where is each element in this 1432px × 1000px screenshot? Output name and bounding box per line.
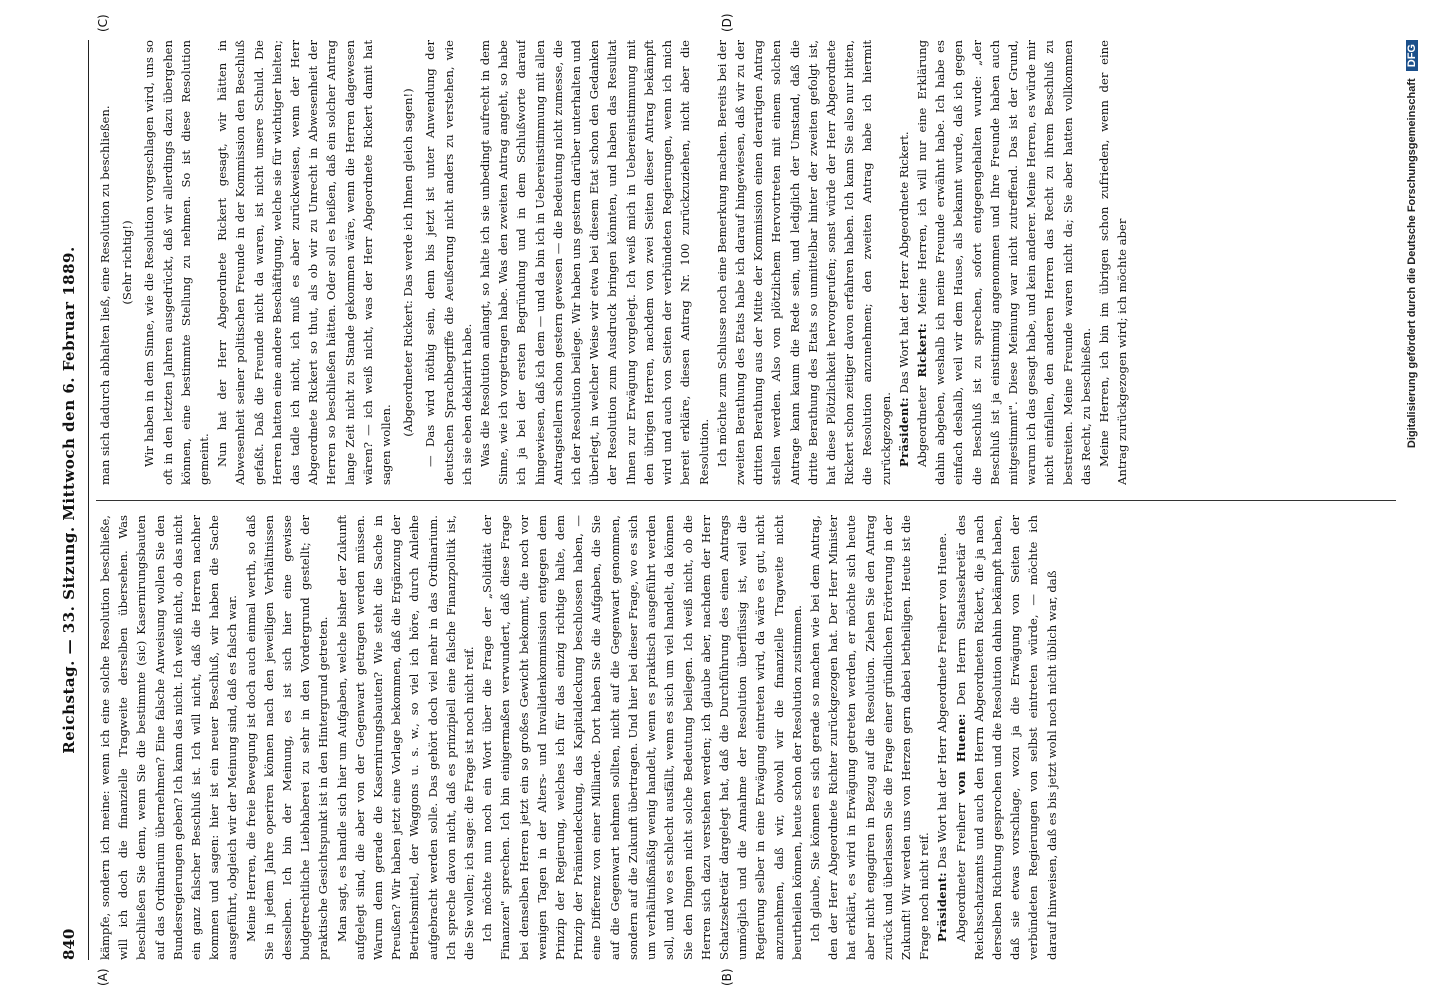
dfg-logo: DFG [1406, 40, 1418, 71]
body-paragraph: Ich möchte zum Schlusse noch eine Bemerkung machen. Bereits bei der zweiten Berathung des Etats habe ich darauf hingewiesen, daß wir zu der dritten Berathung aus der Mitte der Kommission einen derartigen Antrag stellen werden. Also von plötzlichem Hervortreten mit einem solchen Antrage kann kaum die Rede sein, und lediglich der Umstand, daß die dritte Berathung des Etats so unmittelbar hinter der zweiten gefolgt ist, hat diese Plötzlichkeit hervorgerufen; sonst würde der Herr Abgeordnete Rickert schon zeitiger davon erfahren haben. Ich kann Sie also nur bitten, die Resolution anzunehmen; den zweiten Antrag habe ich hiermit zurückgezogen. [714, 40, 893, 485]
speaker-name: von Huene: [953, 713, 968, 795]
speaker-title: Abgeordneter [914, 377, 929, 467]
right-column [96, 40, 1406, 485]
interjection: (Sehr richtig!) [120, 220, 135, 305]
body-paragraph: Meine Herren, die freie Bewegung ist doch auch einmal werth, so daß Sie in jedem Jahre operiren können nach den jeweiligen Verhältnissen desselben. Ich bin der Meinung, es ist sich hier eine gewisse budgetrechtliche Liebhaberei zu sehr in den Vordergrund gestellt; der praktische Gesichtspunkt ist in den Hintergrund getreten. [243, 515, 331, 960]
speaker-name: Präsident: [896, 397, 911, 467]
margin-marker-c: (C) [96, 14, 110, 32]
body-paragraph: Wir haben in dem Sinne, wie die Resolution vorgeschlagen wird, uns so oft in den letzten Jahren ausgedrückt, daß wir allerdings dazu übergehen können, eine bestimmte Stellung zu nehmen. So ist diese Resolution gemeint. [142, 40, 212, 485]
speaker-paragraph [933, 515, 951, 960]
header-rule [88, 40, 89, 960]
margin-marker-d: (D) [720, 13, 734, 32]
page-header [56, 40, 86, 960]
interjection: (Abgeordneter Rickert: Das werde ich Ihnen gleich sagen!) [401, 88, 416, 437]
column-divider [96, 500, 1396, 501]
body-paragraph: Was die Resolution anlangt, so halte ich sie unbedingt aufrecht in dem Sinne, wie ich vorgetragen habe. Was den zweiten Antrag angeht, so habe ich ja bei der ersten Begründung und in dem Schlußworte darauf hingewiesen, daß ich dem — und da bin ich in Uebereinstimmung mit allen Antragstellern schon gestern gewesen — die Bedeutung nicht zumesse, die ich der Resolution beilege. Wir haben uns gestern darüber unterhalten und überlegt, in welcher Weise wir etwa bei diesem Etat schon den Gedanken der Resolution zum Ausdruck bringen könnten, und haben das Resultat Ihnen zur Erwägung vorgelegt. Ich weiß mich in Uebereinstimmung mit den übrigen Herren, nachdem von zwei Seiten dieser Antrag bekämpft wird und auch von Seiten der verbündeten Regierungen, wenn ich mich bereit erkläre, diesen Antrag Nr. 100 zurückzuziehen, nicht aber die Resolution. [478, 40, 711, 485]
speaker-title: Abgeordneter Freiherr [953, 794, 968, 942]
left-column [96, 515, 1406, 960]
speaker-paragraph [952, 515, 1061, 960]
speaker-paragraph [913, 40, 1095, 485]
body-paragraph: man sich dadurch abhalten ließ, eine Resolution zu beschließen. [98, 105, 112, 485]
speaker-name: Präsident: [935, 872, 950, 942]
speech-text: Das Wort hat der Herr Abgeordnete Rickert. [896, 131, 911, 394]
body-paragraph: kämpfe, sondern ich meine: wenn ich eine solche Resolution beschließe, will ich doch die finanzielle Tragweite derselben übersehen. Was beschließen Sie denn, wenn Sie die bestimmte (sic) Kasernirungsbauten auf das Ordinarium übernehmen? Eine falsche Anweisung wollen Sie den Bundesregierungen geben? Ich kann das nicht. Ich weiß nicht, ob das nicht ein ganz falscher Beschluß ist. Ich will nicht, daß die Herren nachher kommen und sagen: hier ist ein neuer Beschluß, wir haben die Sache ausgeführt, obgleich wir der Meinung sind, daß es falsch war. [98, 515, 240, 960]
speech-text: Den Herrn Staatssekretär des Reichsschatzamts und auch den Herrn Abgeordneten Rickert, die ja nach derselben Richtung gesprochen und die Resolution dahin bekämpft haben, daß sie etwas vorschlage, wozu ja die Erwägung von Seiten der verbündeten Regierungen von selbst eintreten würde, — möchte ich darauf hinweisen, daß es bis jetzt wohl noch nicht üblich war, daß [953, 515, 1059, 960]
body-paragraph: Meine Herren, ich bin im übrigen schon zufrieden, wenn der eine Antrag zurückgezogen wird; ich möchte aber [1096, 40, 1130, 485]
speech-text: Das Wort hat der Herr Abgeordnete Freiherr von Huene. [935, 532, 950, 869]
body-paragraph: Ich glaube, Sie können es sich gerade so machen wie bei dem Antrag, den der Herr Abgeordnete Richter zurückgezogen hat. Der Herr Minister hat erklärt, es wird in Erwägung getreten werden, er möchte sich heute aber nicht engagiren in Bezug auf die Resolution. Ziehen Sie den Antrag zurück und überlassen Sie die Frage einer gründlichen Erörterung in der Zukunft! Wir werden uns von Herzen gern dabei betheiligen. Heute ist die Frage noch nicht reif. [807, 515, 932, 960]
body-paragraph: Nun hat der Herr Abgeordnete Rickert gesagt, wir hätten in Abwesenheit seiner politischen Freunde in der Kommission den Beschluß gefaßt. Daß die Freunde nicht da waren, ist nicht unsere Schuld. Die Herren hatten eine andere Beschäftigung, welche sie für wichtiger hielten; das tadle ich nicht, ich muß es aber zurückweisen, wenn der Herr Abgeordnete Rickert so thut, als ob wir zu Unrecht in Abwesenheit der Herren so beschließen hätten. Oder soll es heißen, daß ein solcher Antrag lange Zeit nicht zu Stande gekommen wäre, wenn die Herren dagewesen wären? — ich weiß nicht, was der Herr Abgeordnete Rickert damit hat sagen wollen. [215, 40, 394, 485]
body-paragraph: Man sagt, es handle sich hier um Aufgaben, welche bisher der Zukunft aufgelegt sind, die aber von der Gegenwart getragen werden müssen. Warum denn gerade die Kasernirungsbauten? Wie steht die Sache in Preußen? Wir haben jetzt eine Vorlage bekommen, daß die Ergänzung der Betriebsmittel, der Waggons u. s. w., so viel ich höre, durch Anleihe aufgebracht werden solle. Das gehört doch viel mehr in das Ordinarium. Ich spreche davon nicht, daß es prinzipiell eine falsche Finanzpolitik ist, die Sie wollen; ich sage: die Frage ist noch nicht reif. [334, 515, 477, 960]
body-paragraph: — Das wird nöthig sein, denn bis jetzt ist unter Anwendung der deutschen Sprachbegriffe die Aeußerung nicht anders zu verstehen, wie ich sie eben deklarirt habe. [423, 40, 474, 485]
body-paragraph: Ich möchte nun noch ein Wort über die Frage der „Solidität der Finanzen" sprechen. Ich bin einigermaßen verwundert, daß diese Frage bei denselben Herren jetzt ein so großes Gewicht bekommt, die noch vor wenigen Tagen in der Alters- und Invalidenkommission entgegen dem Prinzip der Regierung, welches ich für das einzig richtige halte, dem Prinzip der Prämiendeckung, das Kapitaldeckung beschlossen haben, — eine Differenz von einer Milliarde. Dort haben Sie die Aufgaben, die Sie auf die Gegenwart nehmen sollten, nicht auf die Gegenwart genommen, sondern auf die Zukunft übertragen. Und hier bei dieser Frage, wo es sich um verhältnißmäßig wenig handelt, wenn es praktisch ausgeführt werden soll, und wo es schlecht ausfällt, wenn es sich um viel handelt, da können Sie den Dingen nicht solche Bedeutung beilegen. Ich weiß nicht, ob die Herren sich dazu verstehen werden; ich glaube aber, nachdem der Herr Schatzsekretär dargelegt hat, daß die Durchführung des einen Antrags unmöglich und die Annahme der Resolution überflüssig ist, weil die Regierung selber in eine Erwägung eintreten wird, da wäre es gut, nicht anzunehmen, daß wir, obwohl wir die finanzielle Tragweite nicht beurtheilen können, heute schon der Resolution zustimmen. [480, 515, 804, 960]
speaker-name: Rickert: [914, 322, 929, 378]
speech-text: Meine Herren, ich will nur eine Erklärung dahin abgeben, weshalb ich meine Freunde erwähnt habe. Ich habe es einfach deshalb, weil wir dem Hause, als bekannt wurde, daß ich gegen die Beschluß ist zu sprechen, sofort entgegengehalten wurde: „der Beschluß ist ja einstimmig angenommen und Ihre Freunde haben auch mitgestimmt". Diese Meinung war nicht zutreffend. Das ist der Grund, warum ich das gesagt habe, und kein anderer. Meine Herren, es würde mir nicht einfallen, den anderen Herren das Recht zu ihrem Beschluß zu bestreiten. Meine Freunde waren nicht da; Sie aber hatten vollkommen das Recht, zu beschließen. [914, 40, 1093, 485]
speaker-paragraph [895, 40, 913, 485]
digitization-footer [1406, 40, 1418, 960]
page-title: Reichstag. — 33. Sitzung. Mittwoch den 6. Februar 1889. [60, 246, 78, 754]
footer-note-text: Digitalisierung gefördert durch die Deutsche Forschungsgemeinschaft [1406, 78, 1418, 449]
page-number: 840 [60, 928, 78, 960]
margin-marker-b: (B) [720, 968, 734, 986]
margin-marker-a: (A) [96, 968, 110, 986]
